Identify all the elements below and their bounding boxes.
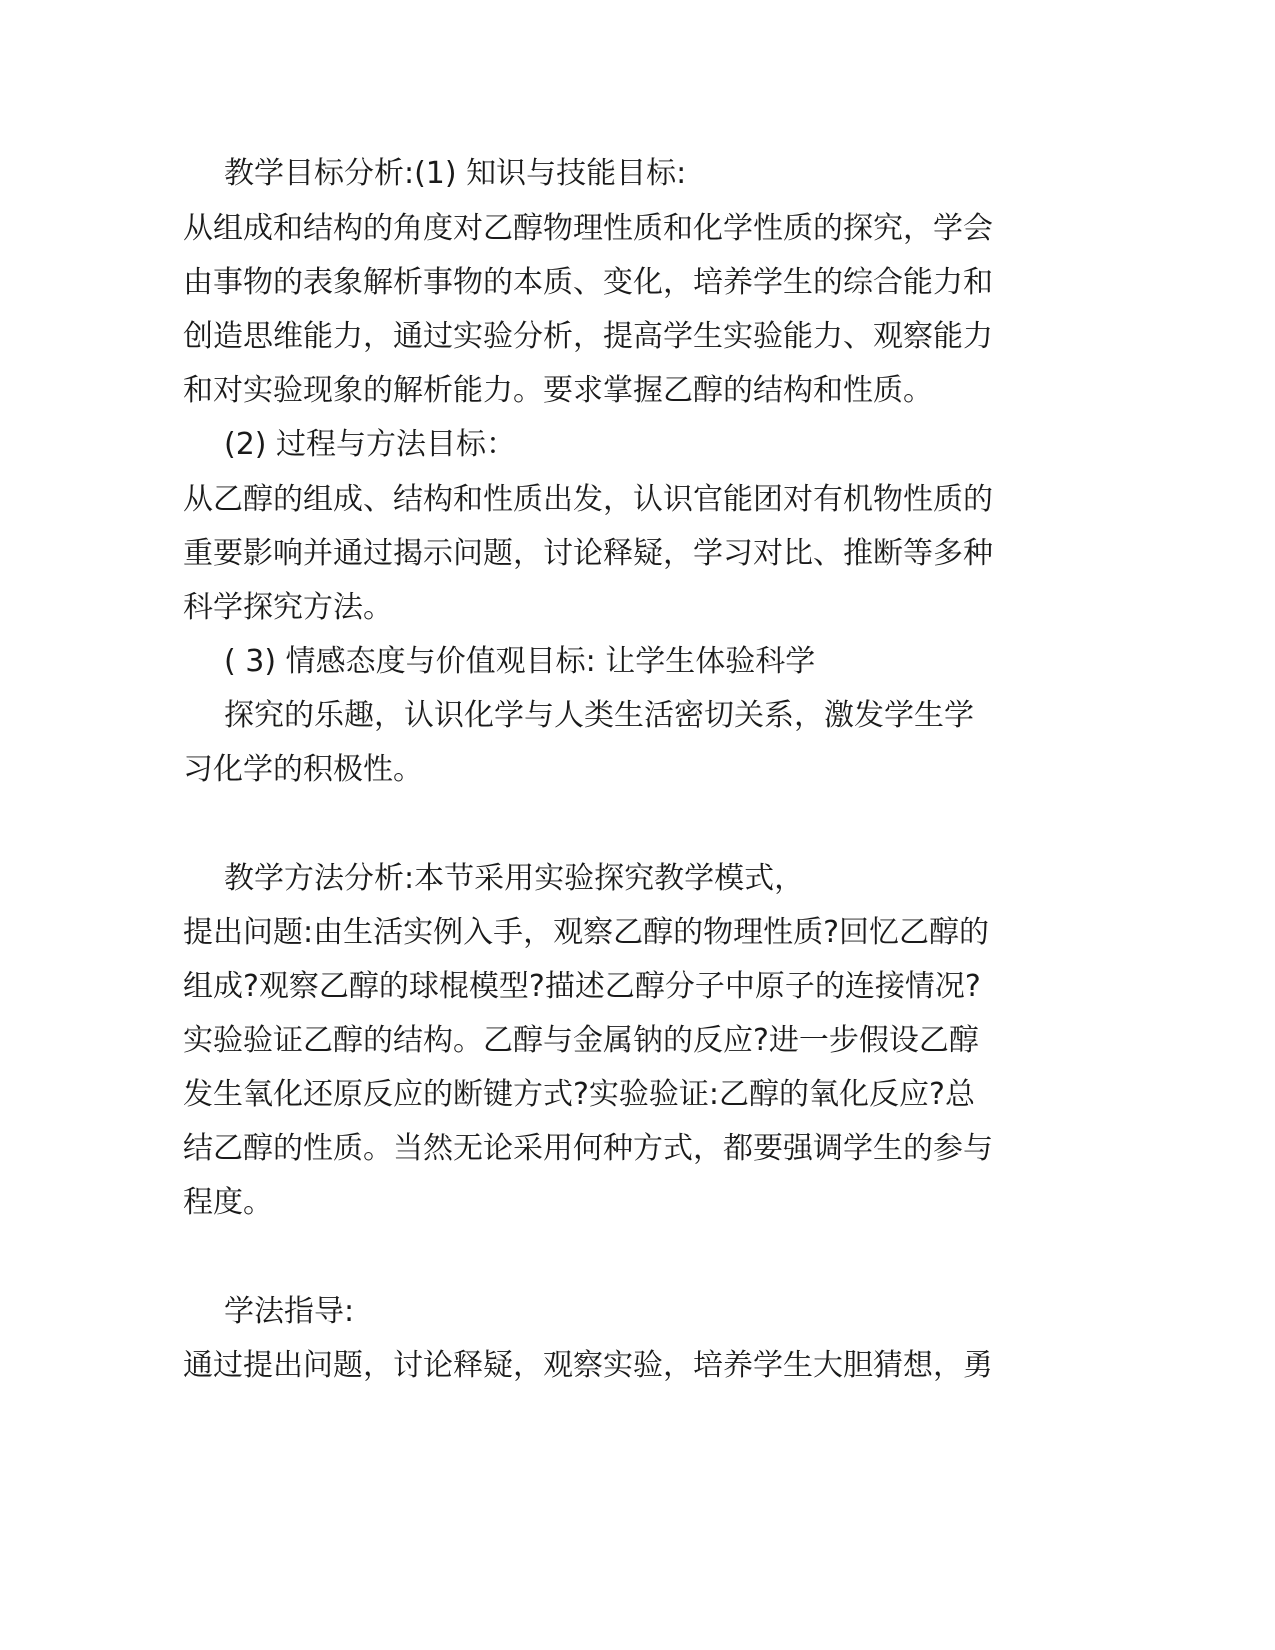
paragraph-line: 程度。 <box>183 1185 273 1220</box>
emotion-values-heading: ( 3) 情感态度与价值观目标: 让学生体验科学 <box>224 644 816 679</box>
methods-heading: 教学方法分析:本节采用实验探究教学模式， <box>224 861 805 896</box>
paragraph-line: 习化学的积极性。 <box>183 752 423 787</box>
paragraph-line: 从乙醇的组成、结构和性质出发，认识官能团对有机物性质的 <box>183 482 993 517</box>
study-guidance-heading: 学法指导: <box>224 1294 355 1329</box>
process-method-heading: (2) 过程与方法目标： <box>224 427 517 462</box>
paragraph-line: 和对实验现象的解析能力。要求掌握乙醇的结构和性质。 <box>183 373 933 408</box>
paragraph-line: 重要影响并通过揭示问题，讨论释疑，学习对比、推断等多种 <box>183 536 993 571</box>
paragraph-line: 实验验证乙醇的结构。乙醇与金属钠的反应?进一步假设乙醇 <box>183 1023 979 1058</box>
paragraph-line: 科学探究方法。 <box>183 590 393 625</box>
paragraph-line: 结乙醇的性质。当然无论采用何种方式，都要强调学生的参与 <box>183 1131 993 1166</box>
paragraph-line: 提出问题:由生活实例入手，观察乙醇的物理性质?回忆乙醇的 <box>183 915 990 950</box>
paragraph-line: 通过提出问题，讨论释疑，观察实验，培养学生大胆猜想，勇 <box>183 1348 993 1383</box>
paragraph-line: 从组成和结构的角度对乙醇物理性质和化学性质的探究，学会 <box>183 211 993 246</box>
paragraph-line: 由事物的表象解析事物的本质、变化，培养学生的综合能力和 <box>183 265 993 300</box>
paragraph-line: 探究的乐趣，认识化学与人类生活密切关系，激发学生学 <box>224 698 974 733</box>
paragraph-line: 发生氧化还原反应的断键方式?实验验证:乙醇的氧化反应?总 <box>183 1077 975 1112</box>
objectives-heading: 教学目标分析:(1) 知识与技能目标: <box>224 156 687 191</box>
paragraph-line: 组成?观察乙醇的球棍模型?描述乙醇分子中原子的连接情况? <box>183 969 981 1004</box>
paragraph-line: 创造思维能力，通过实验分析，提高学生实验能力、观察能力 <box>183 319 993 354</box>
